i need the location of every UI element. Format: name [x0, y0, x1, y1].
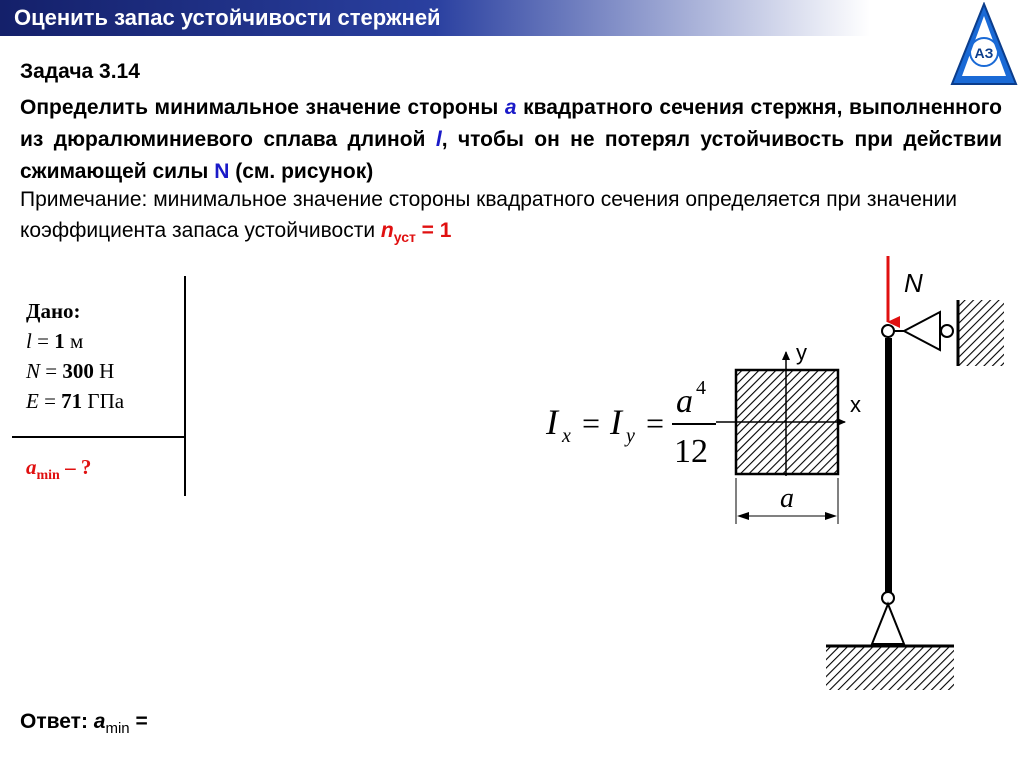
given-force: N = 300 Н	[26, 359, 115, 383]
svg-text:x: x	[562, 425, 571, 447]
inertia-formula	[545, 377, 716, 470]
svg-text:I: I	[546, 402, 558, 442]
side-label: a	[780, 483, 794, 514]
logo-text: АЗ	[974, 45, 994, 61]
svg-text:I: I	[610, 402, 622, 442]
problem-statement: Определить минимальное значение стороны a квадратного сечения стержня, выполненного из дюралюминиевого сплава длиной l, чтобы он не потерял устойчивость при действии сжимающей силы N (см. рисунок)	[20, 96, 1002, 183]
axis-x-label: x	[850, 392, 861, 417]
task-title: Задача 3.14	[20, 60, 140, 83]
find-value: $a_{min}$ – ?	[26, 455, 92, 484]
answer-line: Ответ: $a_{min}$ =	[20, 710, 148, 738]
rod-scheme	[826, 256, 1004, 690]
page-title: Оценить запас устойчивости стержней	[14, 5, 441, 30]
svg-text:12: 12	[674, 433, 708, 470]
svg-text:y: y	[626, 425, 635, 447]
svg-text:=: =	[646, 405, 665, 441]
force-label: N	[904, 268, 923, 298]
note: Примечание: минимальное значение стороны квадратного сечения определяется при значении коэффициента запаса устойчивости $n_{уст} = 1$	[20, 188, 957, 246]
given-modulus: E = 71 ГПа	[26, 389, 125, 413]
svg-text:a: a	[676, 383, 693, 420]
svg-text:4: 4	[696, 377, 706, 399]
svg-text:=: =	[582, 405, 601, 441]
cross-section	[716, 340, 861, 524]
given-title: Дано:	[26, 299, 81, 323]
given-length: l = 1 м	[26, 329, 84, 353]
axis-y-label: y	[796, 340, 807, 365]
